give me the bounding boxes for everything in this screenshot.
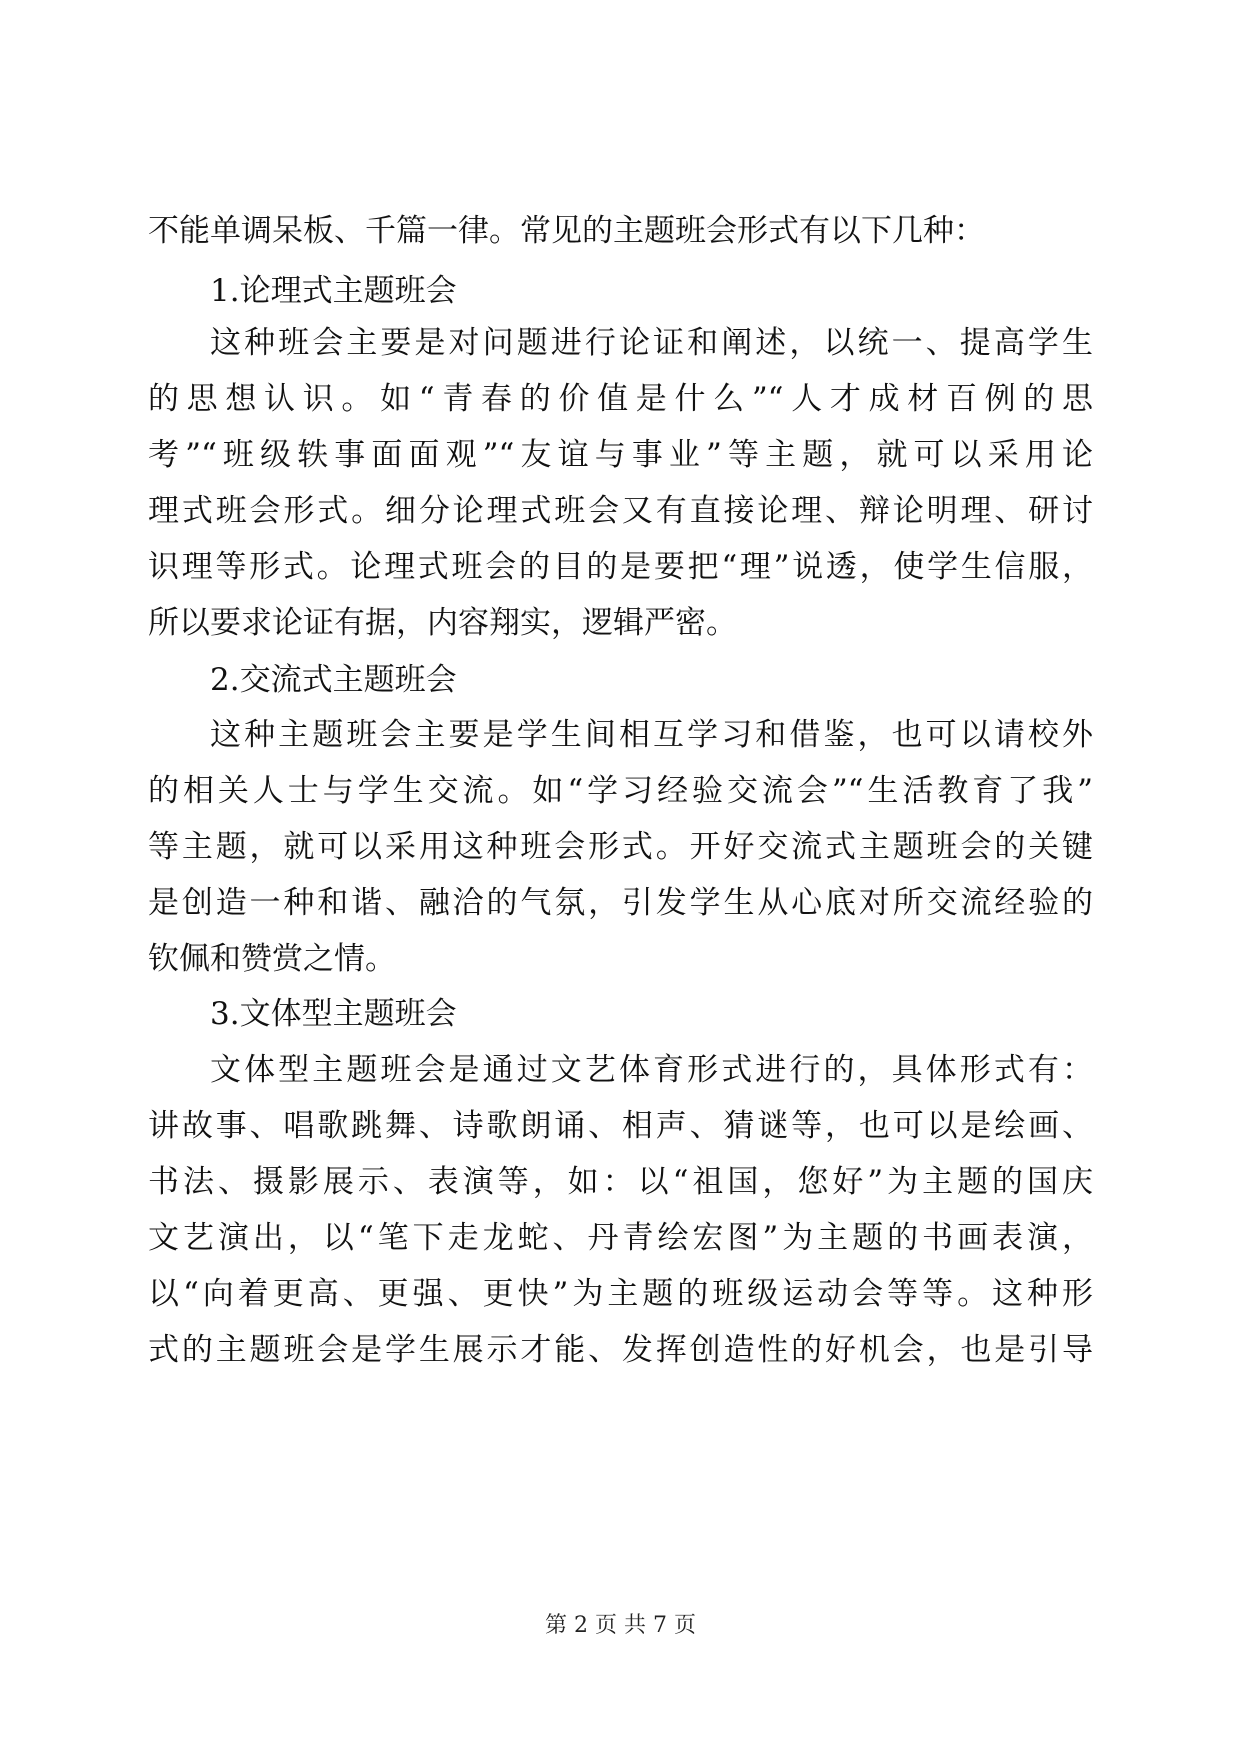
paragraph-line: 式的主题班会是学生展示才能、发挥创造性的好机会，也是引导 (148, 1332, 1093, 1368)
page-number-footer: 第 2 页 共 7 页 (545, 1613, 696, 1638)
paragraph-line: 文艺演出，以“笔下走龙蛇、丹青绘宏图”为主题的书画表演， (148, 1220, 1093, 1256)
section-heading-2: 2.交流式主题班会 (210, 662, 457, 698)
paragraph-line: 识理等形式。论理式班会的目的是要把“理”说透，使学生信服， (148, 549, 1093, 585)
paragraph-line: 以“向着更高、更强、更快”为主题的班级运动会等等。这种形 (148, 1276, 1093, 1312)
paragraph-line: 这种主题班会主要是学生间相互学习和借鉴，也可以请校外 (210, 717, 1093, 753)
paragraph-line: 等主题，就可以采用这种班会形式。开好交流式主题班会的关键 (148, 829, 1093, 865)
paragraph-line: 考”“班级轶事面面观”“友谊与事业”等主题，就可以采用论 (148, 437, 1093, 473)
paragraph-line: 书法、摄影展示、表演等，如：以“祖国，您好”为主题的国庆 (148, 1164, 1093, 1200)
paragraph-line: 所以要求论证有据，内容翔实，逻辑严密。 (148, 605, 737, 641)
section-heading-3: 3.文体型主题班会 (210, 996, 457, 1032)
paragraph-line: 讲故事、唱歌跳舞、诗歌朗诵、相声、猜谜等，也可以是绘画、 (148, 1108, 1093, 1144)
paragraph-line: 钦佩和赞赏之情。 (148, 941, 396, 977)
section-heading-1: 1.论理式主题班会 (210, 273, 457, 309)
paragraph-line: 的思想认识。如“青春的价值是什么”“人才成材百例的思 (148, 381, 1093, 417)
paragraph-line: 的相关人士与学生交流。如“学习经验交流会”“生活教育了我” (148, 773, 1093, 809)
paragraph-line: 这种班会主要是对问题进行论证和阐述，以统一、提高学生 (210, 325, 1093, 361)
paragraph-line: 不能单调呆板、千篇一律。常见的主题班会形式有以下几种： (148, 213, 985, 249)
paragraph-line: 理式班会形式。细分论理式班会又有直接论理、辩论明理、研讨 (148, 493, 1093, 529)
paragraph-line: 文体型主题班会是通过文艺体育形式进行的，具体形式有： (210, 1052, 1093, 1088)
paragraph-line: 是创造一种和谐、融洽的气氛，引发学生从心底对所交流经验的 (148, 885, 1093, 921)
